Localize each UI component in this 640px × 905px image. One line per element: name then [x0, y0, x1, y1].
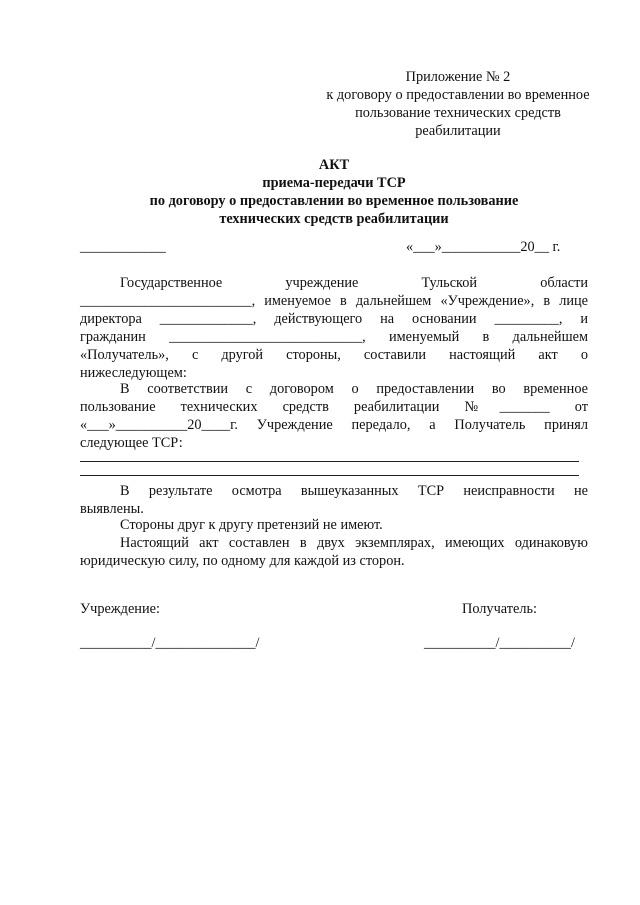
intro-line-2: ________________________, именуемое в дальнейшем «Учреждение», в лице [80, 293, 588, 309]
transfer-line-1: В соответствии с договором о предоставлении во временное [120, 381, 588, 397]
title-line-1: АКТ [318, 157, 350, 173]
inspection-line-1: В результате осмотра вышеуказанных ТСР неисправности не [120, 483, 588, 499]
intro-line-1: Государственное учреждение Тульской области [120, 275, 588, 291]
institution-signature-label: Учреждение: [80, 601, 160, 617]
transfer-paragraph [80, 380, 588, 452]
tsr-blank-line-1 [80, 461, 579, 462]
transfer-line-2: пользование технических средств реабилитации №_______ от [80, 399, 588, 415]
transfer-line-3: «___»__________20____г. Учреждение передало, а Получатель принял [80, 417, 588, 433]
institution-signature-line: __________/______________/ [80, 635, 260, 651]
appendix-line-3: пользование технических средств [355, 105, 561, 121]
tsr-blank-line-2 [80, 475, 579, 476]
title-line-4: технических средств реабилитации [219, 211, 449, 227]
date-field: «___»___________20__ г. [406, 239, 561, 255]
transfer-line-4: следующее ТСР: [80, 435, 183, 451]
intro-line-3: директора _____________, действующего на основании _________, и [80, 311, 588, 327]
copies-paragraph [80, 534, 588, 570]
recipient-signature-label: Получатель: [462, 601, 537, 617]
copies-line-2: юридическую силу, по одному для каждой из сторон. [80, 553, 405, 569]
appendix-line-2: к договору о предоставлении во временное [326, 87, 590, 103]
document-title [80, 156, 588, 228]
recipient-signature-line: __________/__________/ [424, 635, 575, 651]
claims-paragraph [80, 516, 588, 534]
intro-paragraph [80, 274, 588, 382]
copies-line-1: Настоящий акт составлен в двух экземплярах, имеющих одинаковую [120, 535, 588, 551]
intro-line-5: «Получатель», с другой стороны, составили настоящий акт о [80, 347, 588, 363]
inspection-line-2: выявлены. [80, 501, 144, 517]
appendix-header [312, 68, 604, 140]
claims-line: Стороны друг к другу претензий не имеют. [120, 517, 383, 533]
appendix-line-4: реабилитации [415, 123, 501, 139]
intro-line-6: нижеследующем: [80, 365, 187, 381]
inspection-paragraph [80, 482, 588, 518]
appendix-number: Приложение № 2 [405, 69, 511, 85]
intro-line-4: гражданин ___________________________, именуемый в дальнейшем [80, 329, 588, 345]
title-line-3: по договору о предоставлении во временное пользование [149, 193, 519, 209]
title-line-2: приема-передачи ТСР [262, 175, 406, 191]
place-field: ____________ [80, 239, 166, 255]
